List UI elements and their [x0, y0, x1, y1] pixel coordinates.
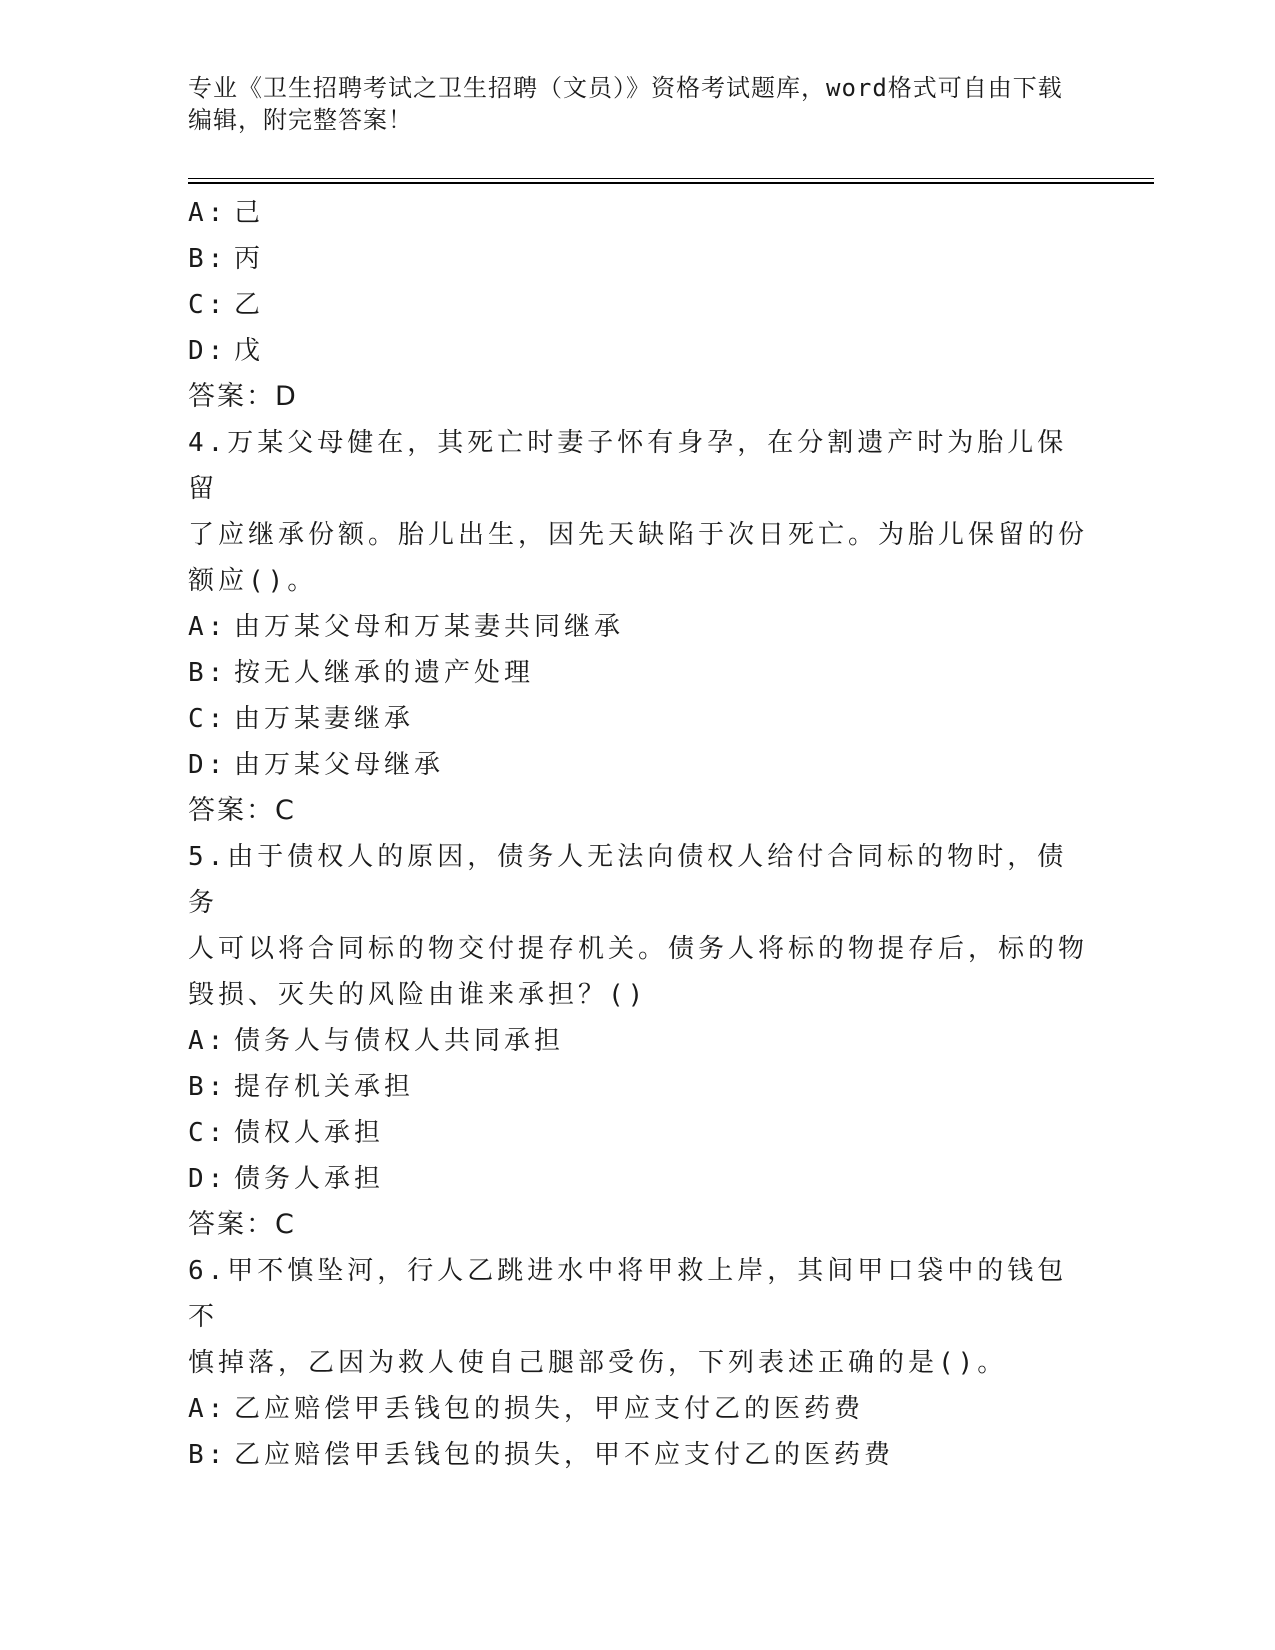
question-block — [188, 1248, 1088, 1478]
option-b: B: 丙 — [188, 244, 265, 274]
question-list — [188, 190, 1088, 1478]
question-stem: 5.由于债权人的原因，债务人无法向债权人给付合同标的物时，债务 人可以将合同标的物交付提存机关。债务人将标的物提存后，标的物 毁损、灭失的风险由谁来承担？() — [188, 842, 1089, 1010]
option-c: C: 债权人承担 — [188, 1118, 385, 1148]
answer-line: 答案：C — [188, 1209, 296, 1240]
option-a: A: 乙应赔偿甲丢钱包的损失，甲应支付乙的医药费 — [188, 1394, 865, 1424]
question-stem: 6.甲不慎坠河，行人乙跳进水中将甲救上岸，其间甲口袋中的钱包不 慎掉落，乙因为救人使自己腿部受伤，下列表述正确的是()。 — [188, 1256, 1068, 1378]
question-block — [188, 834, 1088, 1248]
header-divider — [188, 178, 1154, 184]
option-b: B: 提存机关承担 — [188, 1072, 415, 1102]
option-c: C: 由万某妻继承 — [188, 704, 415, 734]
question-stem: 4.万某父母健在，其死亡时妻子怀有身孕，在分割遗产时为胎儿保留 了应继承份额。胎儿出生，因先天缺陷于次日死亡。为胎儿保留的份 额应()。 — [188, 428, 1089, 596]
option-b: B: 按无人继承的遗产处理 — [188, 658, 535, 688]
option-d: D: 戊 — [188, 336, 265, 366]
option-d: D: 债务人承担 — [188, 1164, 385, 1194]
answer-line: 答案：C — [188, 795, 296, 826]
option-b: B: 乙应赔偿甲丢钱包的损失，甲不应支付乙的医药费 — [188, 1440, 895, 1470]
question-block — [188, 420, 1088, 834]
option-a: A: 由万某父母和万某妻共同继承 — [188, 612, 625, 642]
answer-line: 答案：D — [188, 381, 298, 412]
option-a: A: 己 — [188, 198, 265, 228]
option-a: A: 债务人与债权人共同承担 — [188, 1026, 565, 1056]
option-d: D: 由万某父母继承 — [188, 750, 445, 780]
document-header: 专业《卫生招聘考试之卫生招聘（文员）》资格考试题库，word格式可自由下载编辑，附完整答案！ — [188, 74, 1063, 134]
question-block — [188, 190, 1088, 420]
option-c: C: 乙 — [188, 290, 265, 320]
